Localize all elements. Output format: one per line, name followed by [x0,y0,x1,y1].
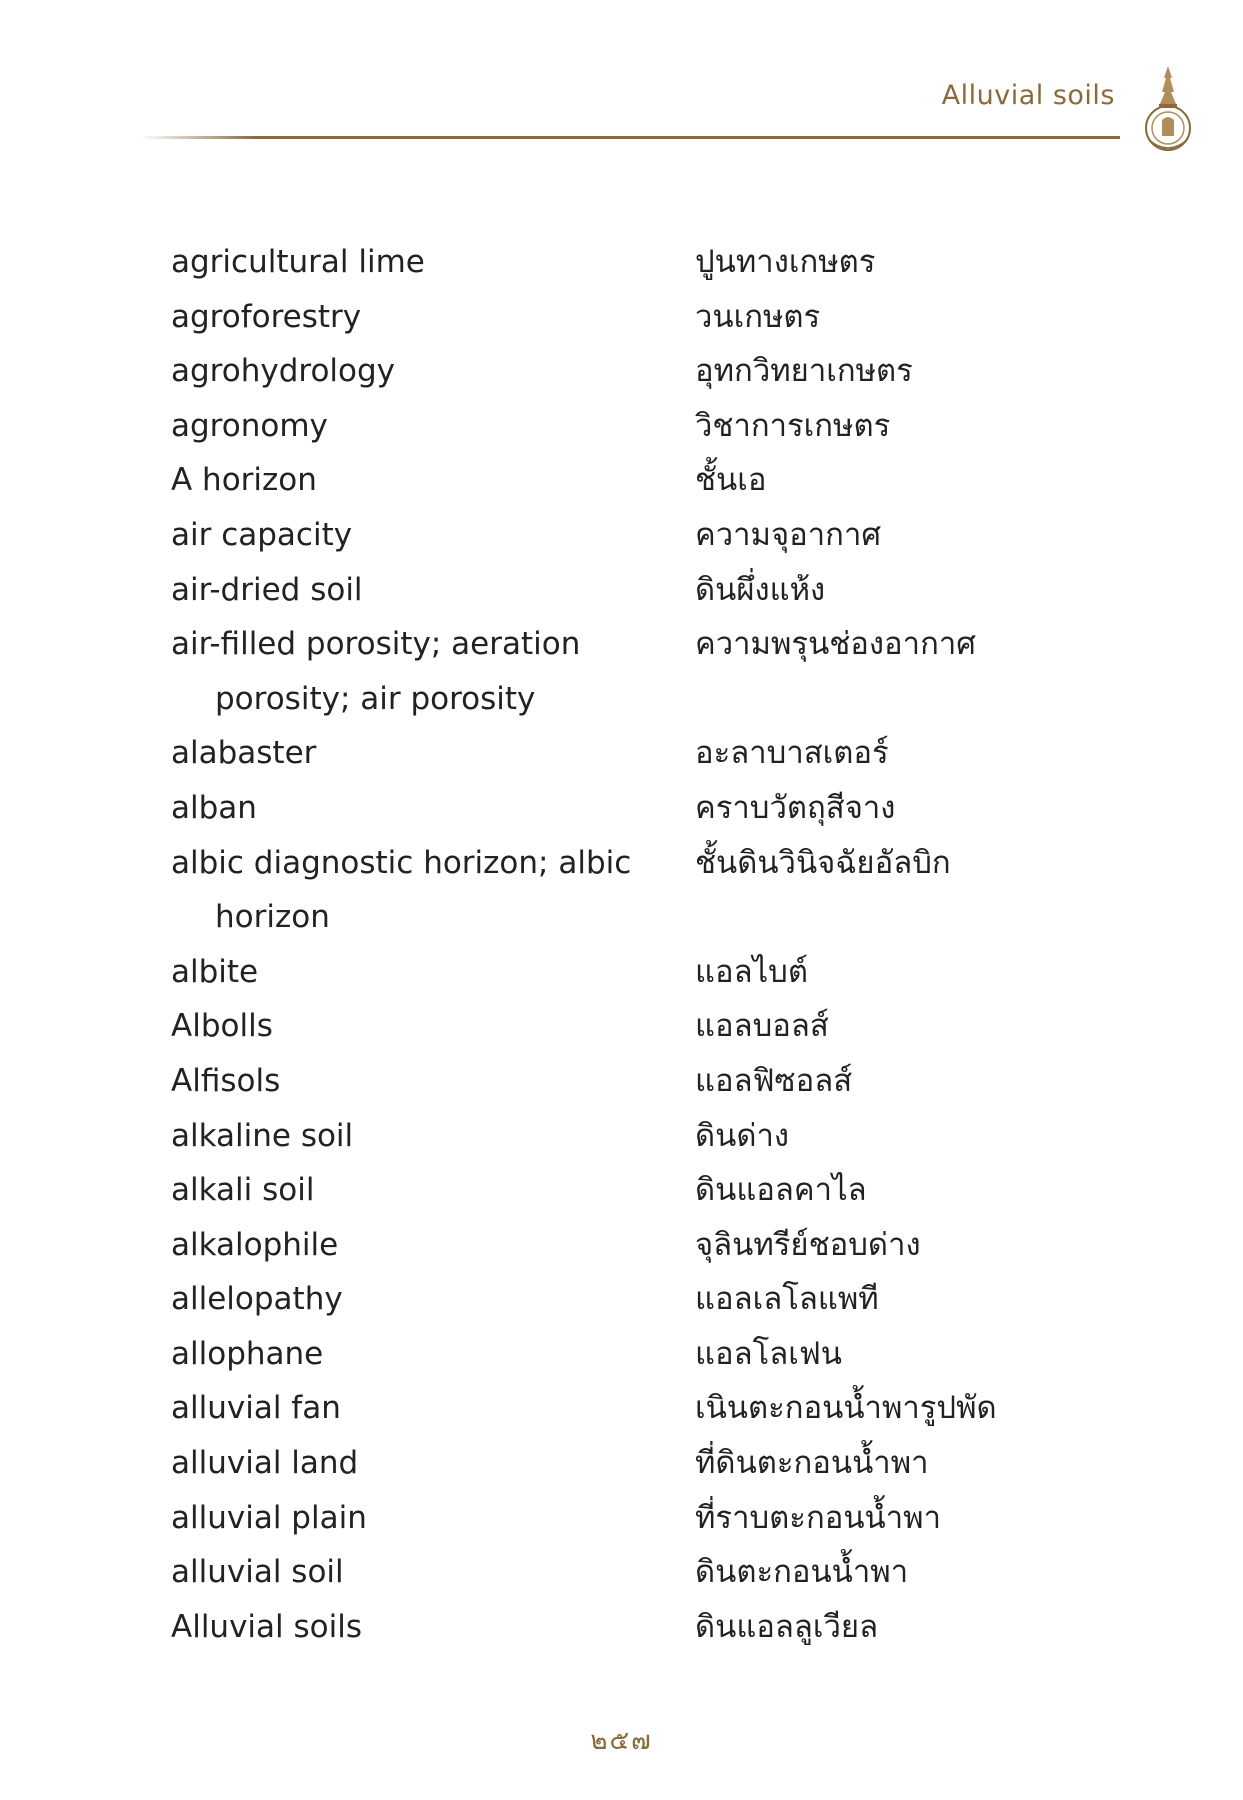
thai-translation: แอลฟิซอลส์ [695,1062,853,1099]
english-term: agrohydrology [171,353,396,390]
glossary-entry [171,1272,1071,1327]
thai-translation: แอลโลเฟน [695,1335,842,1372]
glossary-entry [171,1545,1071,1600]
thai-translation: คราบวัตถุสีจาง [695,789,896,826]
thai-translation: แอลเลโลแพที [695,1281,879,1318]
english-term: Albolls [171,1008,273,1045]
glossary-entry [171,1054,1071,1109]
page-number: ๒๕๗ [590,1726,653,1756]
glossary-entry [171,999,1071,1054]
english-term: Alfisols [171,1062,281,1099]
thai-translation: ความจุอากาศ [695,516,882,553]
glossary-entry [171,290,1071,345]
english-term: allelopathy [171,1281,343,1318]
thai-translation: แอลไบต์ [695,953,808,990]
thai-translation: ดินด่าง [695,1117,789,1154]
english-term: Alluvial soils [171,1608,362,1645]
glossary-entry [171,1163,1071,1218]
thai-translation: จุลินทรีย์ชอบด่าง [695,1226,921,1263]
thai-translation: เนินตะกอนน้ำพารูปพัด [695,1390,997,1427]
english-term: agroforestry [171,298,362,335]
thai-translation: ดินแอลคาไล [695,1172,867,1209]
english-term: alluvial fan [171,1390,341,1427]
english-term: alluvial land [171,1445,359,1482]
english-term: alkaline soil [171,1117,354,1154]
english-term: air-dried soil [171,571,363,608]
thai-translation: แอลบอลส์ [695,1008,829,1045]
english-term: alluvial soil [171,1554,344,1591]
glossary-entry [171,1218,1071,1273]
glossary-entry [171,726,1071,781]
glossary-entry [171,1381,1071,1436]
english-term: alkalophile [171,1226,339,1263]
english-term: air-filled porosity; aeration porosity; air porosity [171,626,581,717]
glossary-entry [171,235,1071,290]
thai-translation: อุทกวิทยาเกษตร [695,353,913,390]
thai-translation: วนเกษตร [695,298,821,335]
thai-translation: ที่ดินตะกอนน้ำพา [695,1445,929,1482]
glossary-entry [171,1600,1071,1655]
glossary-entry [171,453,1071,508]
glossary-entry [171,563,1071,618]
english-term: albic diagnostic horizon; albic horizon [171,844,632,936]
english-term: A horizon [171,462,317,499]
running-title: Alluvial soils [941,80,1115,111]
glossary-entry [171,1327,1071,1382]
royal-institute-seal-icon [1139,64,1197,160]
glossary-entry [171,1436,1071,1491]
english-term: alkali soil [171,1172,315,1209]
english-term: albite [171,953,259,990]
thai-translation: ความพรุนช่องอากาศ [695,626,976,663]
thai-translation: ดินแอลลูเวียล [695,1608,879,1645]
thai-translation: วิชาการเกษตร [695,407,891,444]
glossary-entry [171,1109,1071,1164]
thai-translation: ชั้นเอ [695,462,767,499]
english-term: allophane [171,1335,324,1372]
header-divider [140,136,1120,139]
thai-translation: ดินผึ่งแห้ง [695,571,826,608]
english-term: agronomy [171,407,328,444]
english-term: alluvial plain [171,1499,367,1536]
english-term: alban [171,789,257,826]
glossary-entry [171,1491,1071,1546]
english-term: air capacity [171,516,353,553]
thai-translation: ที่ราบตะกอนน้ำพา [695,1499,941,1536]
english-term: agricultural lime [171,244,425,280]
glossary-entry [171,344,1071,399]
thai-translation: อะลาบาสเตอร์ [695,735,889,772]
glossary-entry [171,945,1071,1000]
glossary-entry [171,836,1071,945]
glossary-entry [171,399,1071,454]
thai-translation: ดินตะกอนน้ำพา [695,1554,909,1591]
thai-translation: ชั้นดินวินิจฉัยอัลบิก [695,844,951,881]
glossary-entry [171,781,1071,836]
glossary-entry [171,508,1071,563]
thai-translation: ปูนทางเกษตร [695,244,876,280]
glossary-list [171,235,1071,1654]
english-term: alabaster [171,735,317,772]
glossary-entry [171,617,1071,726]
